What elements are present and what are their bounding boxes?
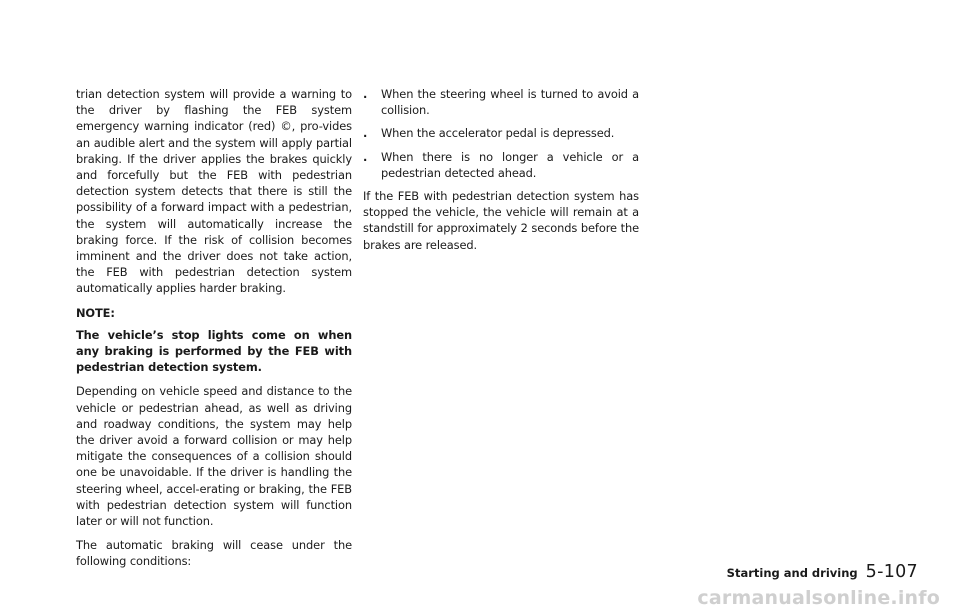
note-heading: NOTE: bbox=[76, 305, 115, 320]
body-paragraph: The automatic braking will cease under the following conditions: bbox=[76, 538, 352, 569]
body-paragraph: Depending on vehicle speed and distance to the vehicle or pedestrian ahead, as well as driving and roadway conditions, the system may help the driver avoid a forward collision or may help mitigate the consequences of a collision should one be unavoidable. If the driver is handling the steering wheel, accel-erating or braking, the FEB with pedestrian detection system will function later or will not function. bbox=[76, 384, 352, 529]
list-item bbox=[363, 125, 639, 141]
body-paragraph: If the FEB with pedestrian detection system has stopped the vehicle, the vehicle will remain at a standstill for approximately 2 seconds before the brakes are released. bbox=[363, 189, 639, 252]
page-number: 5-107 bbox=[865, 562, 918, 582]
footer-section-title: Starting and driving bbox=[726, 566, 858, 580]
list-item-text: When the accelerator pedal is depressed. bbox=[381, 126, 615, 141]
bullet-marker: . bbox=[363, 126, 368, 141]
note-body: The vehicle’s stop lights come on when any braking is performed by the FEB with pedestrian detection system. bbox=[76, 327, 352, 375]
bullet-marker: . bbox=[363, 149, 368, 164]
list-item-text: When the steering wheel is turned to avoid a collision. bbox=[381, 87, 639, 118]
conditions-list bbox=[363, 86, 639, 181]
bullet-marker: . bbox=[363, 87, 368, 101]
page-footer bbox=[727, 562, 918, 582]
list-item-text: When there is no longer a vehicle or a pedestrian detected ahead. bbox=[381, 149, 639, 180]
body-paragraph: trian detection system will provide a warning to the driver by flashing the FEB system emergency warning indicator (red) ©, pro-vides an audible alert and the system will apply partial braking. If the driver applies the brakes quickly and forcefully but the FEB with pedestrian detection system detects that there is still the possibility of a forward impact with a pedestrian, the system will automatically increase the braking force. If the risk of collision becomes imminent and the driver does not take action, the FEB with pedestrian detection system automatically applies harder braking. bbox=[76, 87, 352, 296]
left-column bbox=[76, 86, 352, 578]
list-item bbox=[363, 86, 639, 118]
list-item bbox=[363, 149, 639, 181]
watermark: carmanualsonline.info bbox=[697, 587, 940, 609]
right-column bbox=[363, 86, 639, 261]
